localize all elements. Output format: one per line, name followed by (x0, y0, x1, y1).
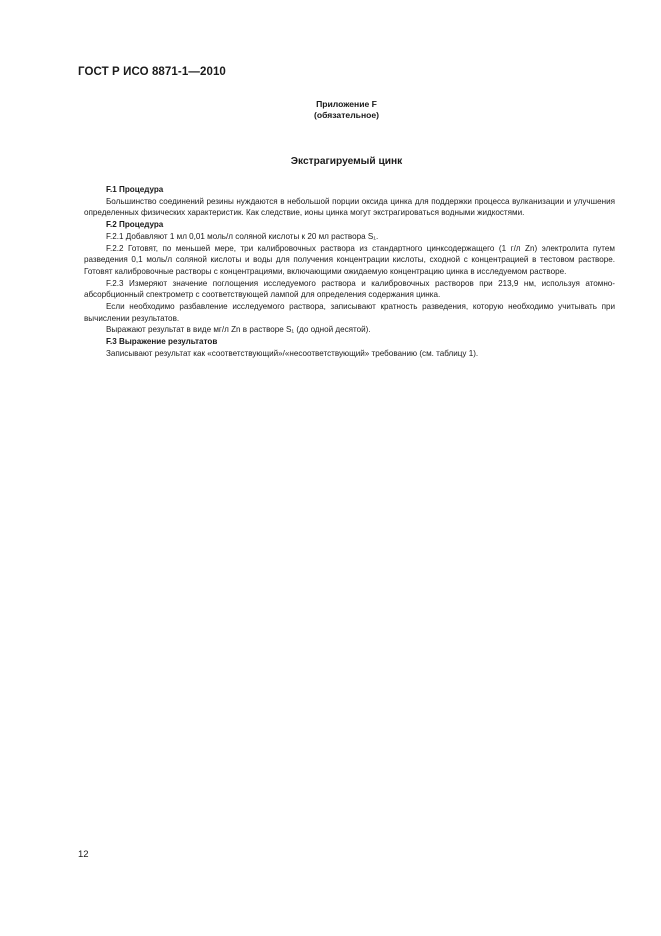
page-number: 12 (78, 849, 89, 860)
paragraph-f3: Записывают результат как «соответствующий»/«несоответствующий» требованию (см. таблицу 1). (106, 348, 479, 358)
document-body (84, 184, 615, 360)
paragraph-f2-3: F.2.3 Измеряют значение поглощения исследуемого раствора и калибровочных растворов при 213,9 нм, используя атомно-абсорбционный спектрометр с соответствующей лампой для определения содержания цинка. (84, 278, 615, 300)
paragraph-f1: Большинство соединений резины нуждаются в небольшой порции оксида цинка для поддержки процесса вулканизации и улучшения определенных физических характеристик. Как следствие, ионы цинка могут экстрагироваться водными жидкостями. (84, 196, 615, 218)
paragraph-f2-2: F.2.2 Готовят, по меньшей мере, три калибровочных раствора из стандартного цинксодержащего (1 г/л Zn) электролита путем разведения 0,1 моль/л соляной кислоты и воды для получения концентрации кислоты, сходной с концентрацией в тестовом растворе. Готовят калибровочные растворы с концентрациями, включающими ожидаемую концентрацию цинка в исследуемом растворе. (84, 243, 615, 276)
paragraph-f2-dilution: Если необходимо разбавление исследуемого раствора, записывают кратность разведения, которую необходимо учитывать при вычислении результатов. (84, 302, 615, 323)
paragraph-f2-1: F.2.1 Добавляют 1 мл 0,01 моль/л соляной кислоты к 20 мл раствора S₁. (106, 231, 379, 241)
section-heading-f3: F.3 Выражение результатов (106, 337, 218, 347)
section-heading-f2: F.2 Процедура (106, 220, 164, 230)
annex-status: (обязательное) (313, 110, 380, 120)
annex-heading (0, 99, 661, 121)
annex-label: Приложение F (316, 99, 377, 109)
document-code: ГОСТ Р ИСО 8871-1—2010 (78, 66, 226, 78)
paragraph-f2-result: Выражают результат в виде мг/л Zn в растворе S₁ (до одной десятой). (106, 325, 371, 335)
annex-title: Экстрагируемый цинк (290, 156, 403, 167)
section-heading-f1: F.1 Процедура (106, 185, 164, 194)
